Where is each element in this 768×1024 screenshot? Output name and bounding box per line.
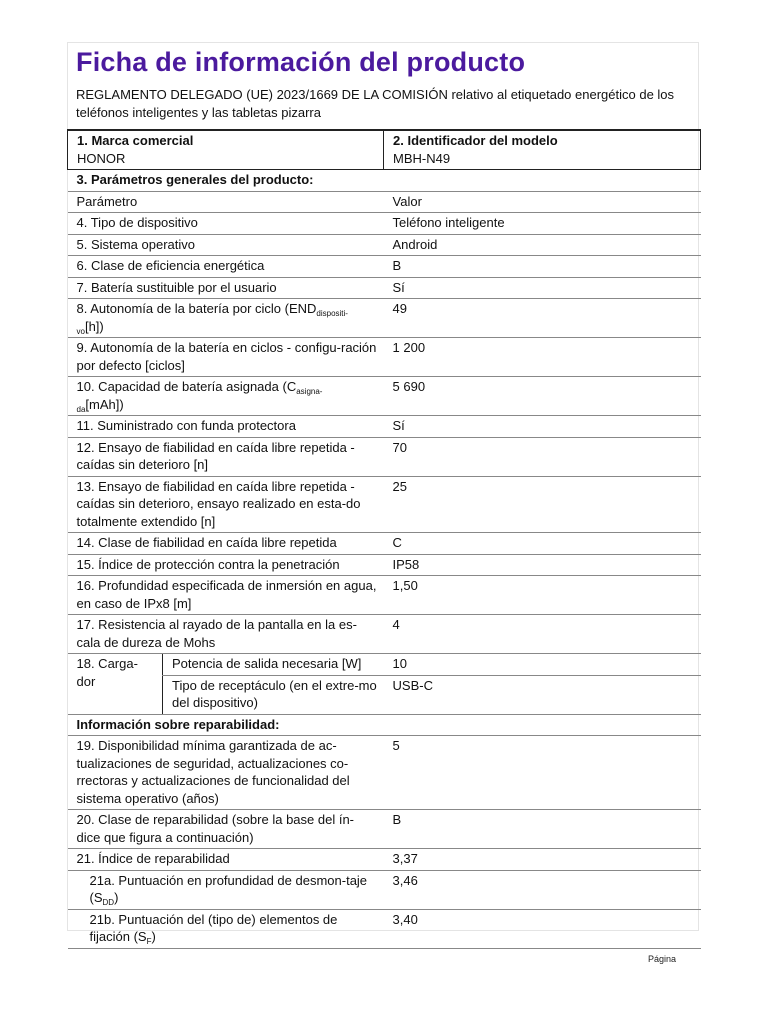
column-header-row [68, 191, 701, 213]
row-label: 15. Índice de protección contra la penetración [68, 554, 384, 576]
page-footer: Página [648, 954, 677, 964]
row-label [68, 870, 384, 909]
table-row [68, 213, 701, 235]
row-value: C [384, 533, 701, 555]
table-row [68, 416, 701, 438]
table-row [68, 870, 701, 909]
row-value: 1 200 [384, 338, 701, 377]
page-title: Ficha de información del producto [76, 47, 526, 77]
model-cell [384, 130, 701, 170]
row-value: 5 [384, 736, 701, 810]
row-value: 3,37 [384, 849, 701, 871]
row-value: 5 690 [384, 377, 701, 416]
charger-row [68, 675, 701, 714]
row-label: 5. Sistema operativo [68, 234, 384, 256]
row-label: 16. Profundidad especificada de inmersión en agua, en caso de IPx8 [m] [68, 576, 384, 615]
row-label-text: [mAh]) [85, 396, 124, 412]
row-label: 7. Batería sustituible por el usuario [68, 277, 384, 299]
brand-label: 1. Marca comercial [77, 133, 194, 148]
model-label: 2. Identificador del modelo [393, 133, 558, 148]
section-repair-row [68, 714, 701, 736]
row-value: 3,40 [384, 909, 701, 948]
row-label-subscript: DD [102, 898, 115, 907]
section-general-heading: 3. Parámetros generales del producto: [68, 170, 701, 192]
row-label-subscript: dispositi- [316, 309, 348, 318]
table-row [68, 299, 701, 338]
row-label-text: ) [151, 929, 156, 944]
row-value: 49 [384, 299, 701, 338]
table-row [68, 377, 701, 416]
row-label-subscript: vo [76, 326, 85, 336]
row-label: 14. Clase de fiabilidad en caída libre repetida [68, 533, 384, 555]
brand-value: HONOR [77, 150, 126, 166]
section-repair-heading: Información sobre reparabilidad: [68, 714, 701, 736]
table-row [68, 533, 701, 555]
row-label-text: 21a. Puntuación en profundidad de desmon-taje (S [89, 872, 368, 905]
charger-power-value: 10 [384, 654, 701, 676]
table-row [68, 234, 701, 256]
table-row [68, 554, 701, 576]
row-label: 11. Suministrado con funda protectora [68, 416, 384, 438]
row-value: 70 [384, 437, 701, 476]
row-label: 19. Disponibilidad mínima garantizada de ac-tualizaciones de seguridad, actualizaciones co-rrectoras y actualizaciones de funcionalidad del sistema operativo (años) [68, 736, 384, 810]
row-label [68, 377, 384, 416]
table-row [68, 476, 701, 533]
row-value: B [384, 810, 701, 849]
column-header-parameter: Parámetro [68, 191, 384, 213]
row-label: 9. Autonomía de la batería en ciclos - configu-ración por defecto [ciclos] [68, 338, 384, 377]
row-label-subscript: asigna- [296, 387, 323, 396]
charger-receptacle-label: Tipo de receptáculo (en el extre-mo del dispositivo) [163, 675, 384, 714]
row-value: IP58 [384, 554, 701, 576]
brand-cell [68, 130, 384, 170]
row-value: 1,50 [384, 576, 701, 615]
row-label: 4. Tipo de dispositivo [68, 213, 384, 235]
table-row [68, 256, 701, 278]
regulation-subtitle: REGLAMENTO DELEGADO (UE) 2023/1669 DE LA COMISIÓN relativo al etiquetado energético de los teléfonos inteligentes y las tabletas pizarra [76, 87, 675, 120]
row-label-text: 8. Autonomía de la batería por ciclo (END [76, 301, 317, 316]
row-value: Teléfono inteligente [384, 213, 701, 235]
table-row [68, 736, 701, 810]
row-label: 6. Clase de eficiencia energética [68, 256, 384, 278]
model-value: MBH-N49 [393, 150, 451, 166]
row-label-text: ) [114, 890, 119, 905]
table-row [68, 810, 701, 849]
table-row [68, 338, 701, 377]
table-row [68, 849, 701, 871]
brand-row [68, 130, 701, 170]
charger-power-label: Potencia de salida necesaria [W] [163, 654, 384, 676]
table-row [68, 277, 701, 299]
row-label: 13. Ensayo de fiabilidad en caída libre repetida - caídas sin deterioro, ensayo realizado en esta-do totalmente extendido [n] [68, 476, 384, 533]
row-value: Sí [384, 277, 701, 299]
row-label [68, 909, 384, 948]
table-row [68, 615, 701, 654]
charger-receptacle-value: USB-C [384, 675, 701, 714]
row-value: 25 [384, 476, 701, 533]
table-row [68, 437, 701, 476]
row-label-text: 10. Capacidad de batería asignada (C [76, 379, 297, 394]
row-value: Sí [384, 416, 701, 438]
table-row [68, 909, 701, 948]
row-label-text: 21b. Puntuación del (tipo de) elementos de fijación (S [89, 911, 338, 944]
row-value: 3,46 [384, 870, 701, 909]
charger-label: 18. Carga-dor [68, 654, 163, 715]
row-label: 12. Ensayo de fiabilidad en caída libre repetida - caídas sin deterioro [n] [68, 437, 384, 476]
row-value: 4 [384, 615, 701, 654]
section-general-row [68, 170, 701, 192]
row-value: Android [384, 234, 701, 256]
row-label-subscript: da [76, 404, 86, 414]
column-header-value: Valor [384, 191, 701, 213]
product-info-table [67, 129, 701, 949]
row-label: 20. Clase de reparabilidad (sobre la base del ín-dice que figura a continuación) [68, 810, 384, 849]
row-label-subscript: F [146, 937, 152, 946]
row-label: 17. Resistencia al rayado de la pantalla en la es-cala de dureza de Mohs [68, 615, 384, 654]
row-label [68, 299, 384, 338]
row-value: B [384, 256, 701, 278]
table-row [68, 576, 701, 615]
charger-row [68, 654, 701, 676]
row-label-text: [h]) [84, 318, 104, 334]
row-label: 21. Índice de reparabilidad [68, 849, 384, 871]
